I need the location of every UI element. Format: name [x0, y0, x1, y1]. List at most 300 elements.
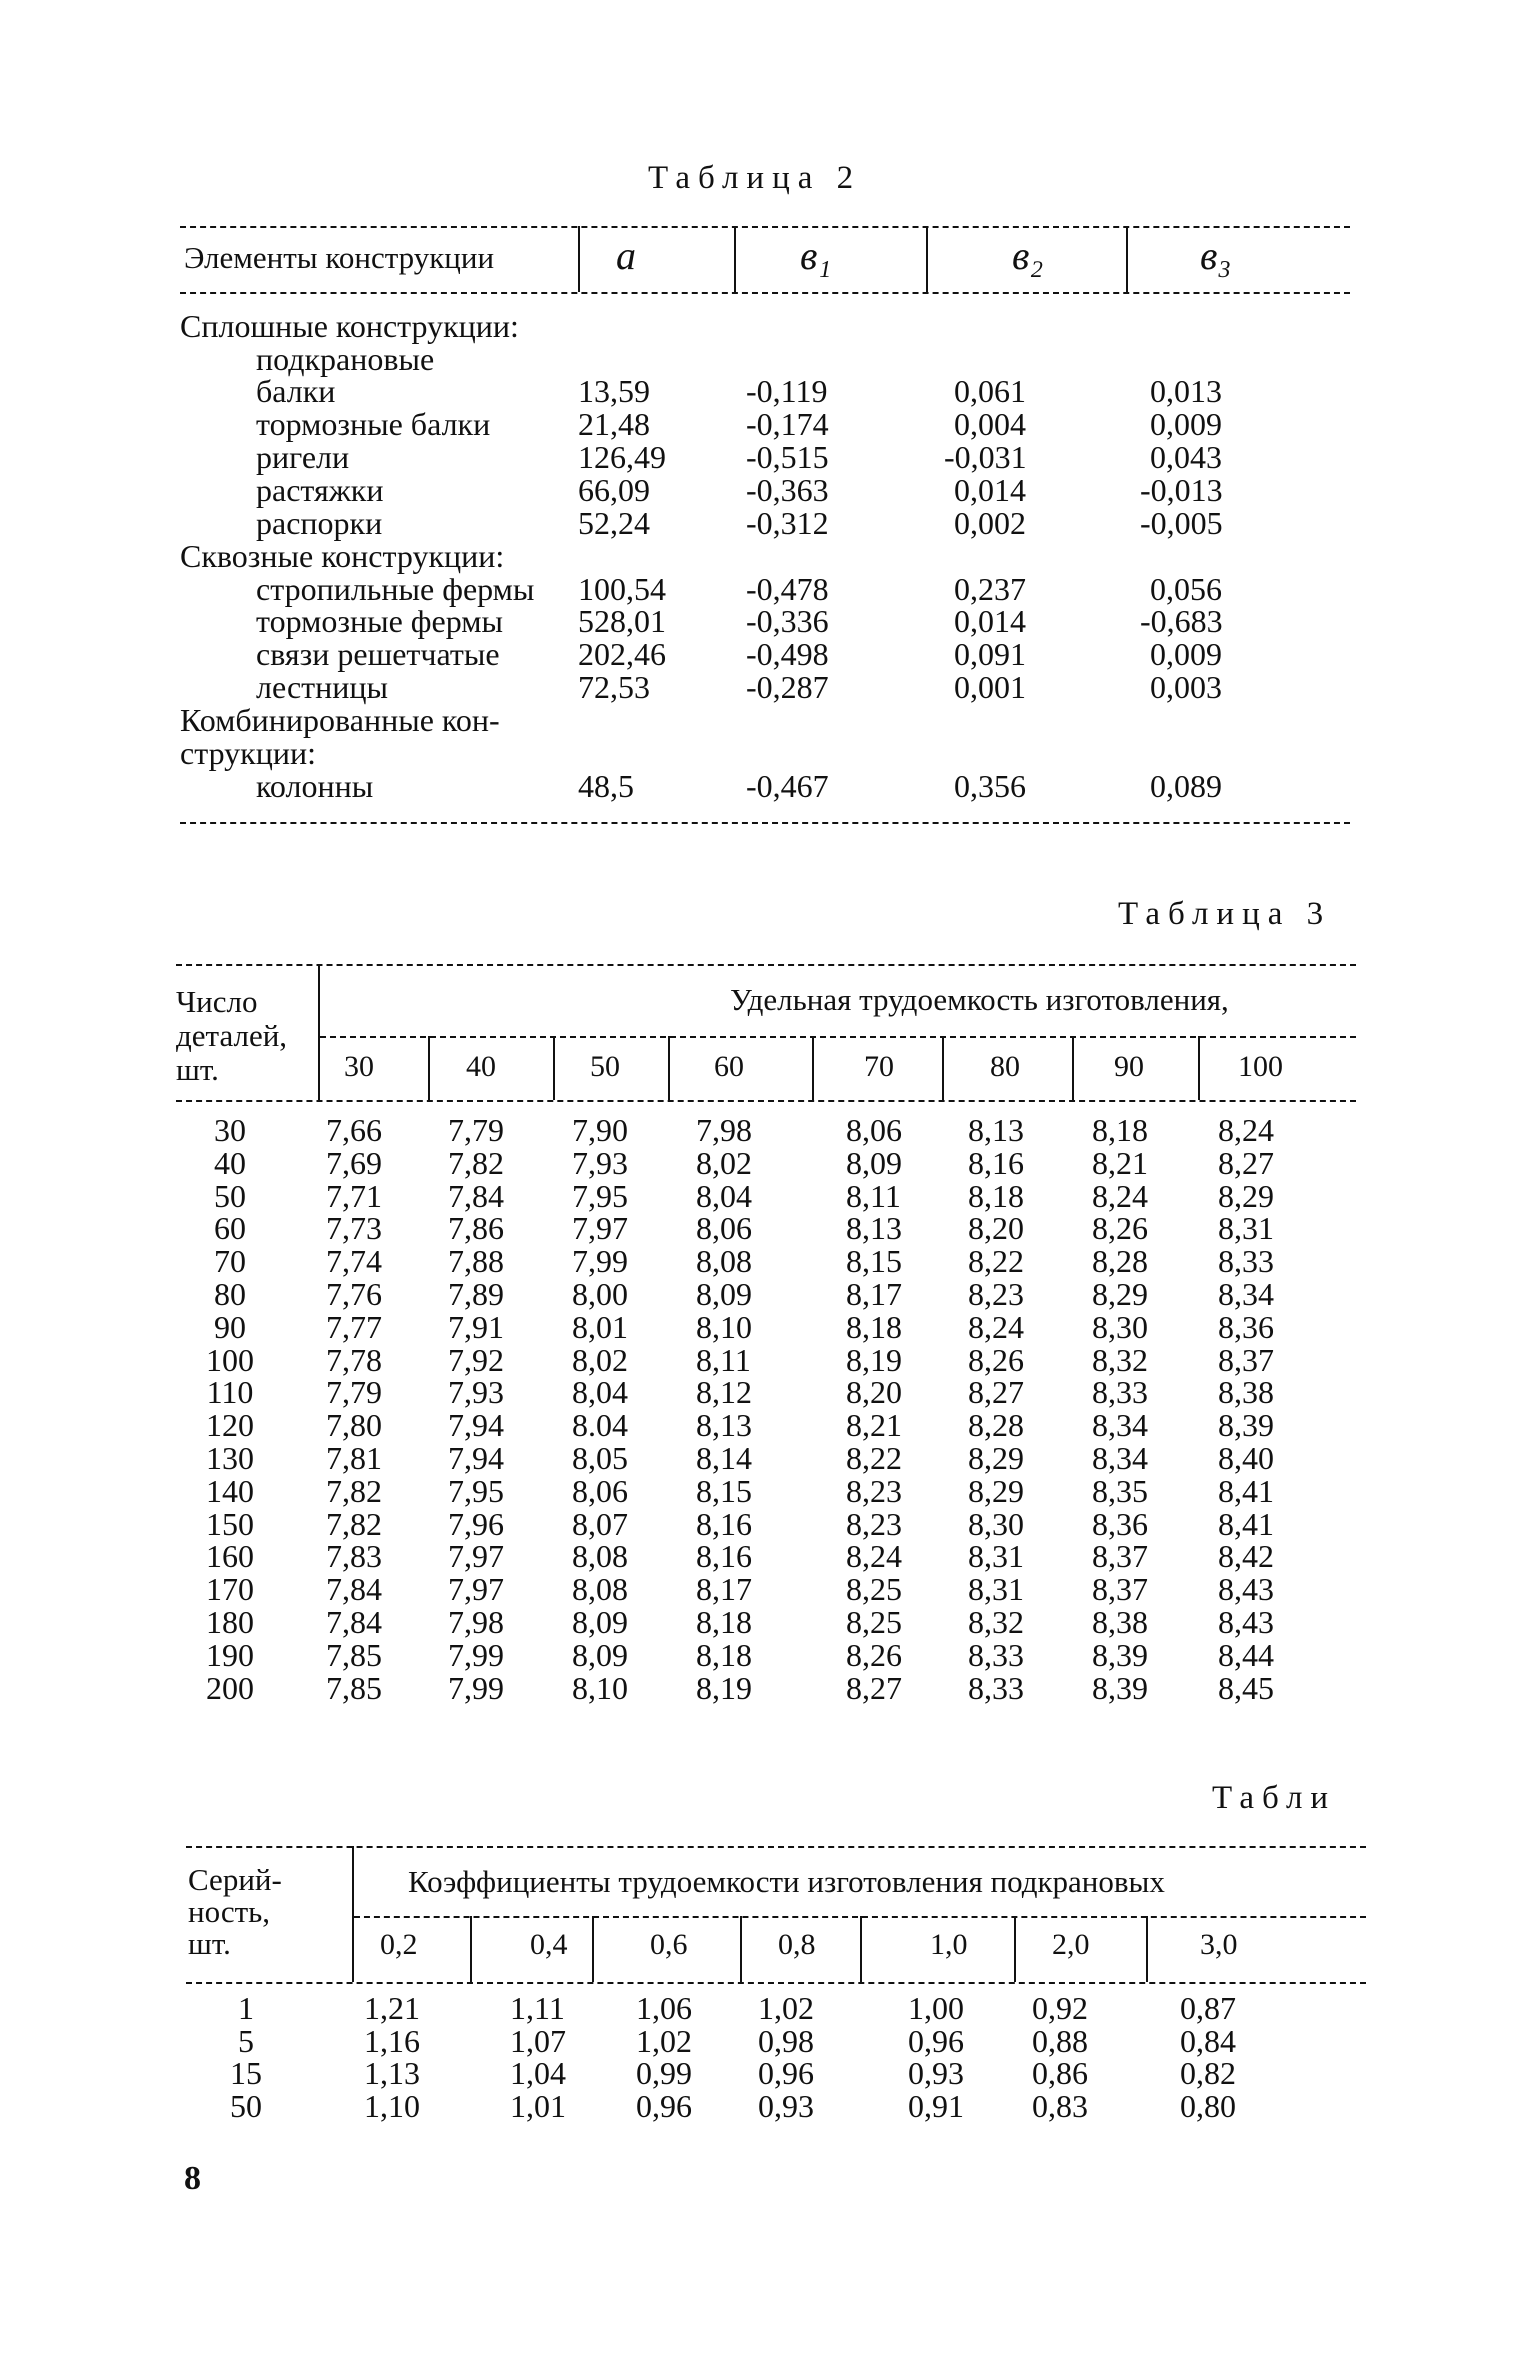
- table2-cell-b1: -0,336: [746, 603, 829, 639]
- table3-cell: 7,85: [326, 1669, 382, 1706]
- table3-cell: 8,04: [696, 1177, 752, 1214]
- table3-row-count: 110: [206, 1374, 254, 1411]
- table3-cell: 8,06: [696, 1210, 752, 1247]
- table3-cell: 7,78: [326, 1341, 382, 1378]
- table4-col-header: 0,2: [380, 1928, 418, 1961]
- table3-cell: 8,16: [968, 1144, 1024, 1181]
- table3-col-divider: [1198, 1036, 1200, 1100]
- table2-group-label: Сплошные конструкции:: [180, 308, 519, 344]
- table4-cell: 0,98: [758, 2022, 814, 2059]
- table3-cell: 8,35: [1092, 1472, 1148, 1509]
- table3-cell: 8,15: [846, 1243, 902, 1280]
- table4-cell: 0,92: [1032, 1990, 1088, 2026]
- table4-row-count: 1: [238, 1990, 254, 2026]
- table3-cell: 8,29: [1092, 1276, 1148, 1312]
- table3-row-count: 200: [206, 1669, 254, 1706]
- table3-row-count: 150: [206, 1505, 254, 1542]
- table4-cell: 0,86: [1032, 2055, 1088, 2091]
- table3-cell: 7,93: [572, 1144, 628, 1181]
- table3-cell: 7,92: [448, 1341, 504, 1378]
- table2-cell-a: 100,54: [578, 571, 666, 607]
- table3-cell: 8,39: [1092, 1669, 1148, 1706]
- table4-col-header: 1,0: [930, 1928, 968, 1961]
- table2-group-label: Комбинированные кон-: [180, 702, 500, 738]
- table3-cell: 7,80: [326, 1407, 382, 1444]
- table3-row-count: 40: [214, 1144, 246, 1181]
- table2-row-label: стропильные фермы: [256, 571, 535, 607]
- table2-cell-b1: -0,174: [746, 406, 829, 442]
- table4-col-group-header: Коэффициенты трудоемкости изготовления подкрановых: [408, 1864, 1165, 1899]
- table3-cell: 8,18: [846, 1308, 902, 1345]
- table3-cell: 7,90: [572, 1112, 628, 1148]
- table4-cell: 0,82: [1180, 2055, 1236, 2091]
- table3-row-count: 140: [206, 1472, 254, 1509]
- table2-header-rule: [180, 292, 1350, 294]
- table2-cell-b2: 0,014: [954, 472, 1026, 508]
- table4-cell: 0,91: [908, 2087, 964, 2124]
- table4-cell: 0,83: [1032, 2087, 1088, 2124]
- table3-cell: 8,11: [696, 1341, 751, 1378]
- table2-row-label: тормозные фермы: [256, 603, 503, 639]
- table2-cell-a: 66,09: [578, 472, 650, 508]
- table3-col-header: 50: [590, 1050, 620, 1083]
- table4-cell: 0,93: [758, 2087, 814, 2124]
- table2-row-label: подкрановые: [256, 341, 435, 377]
- table3-rowhdr-line1: Число: [176, 984, 258, 1019]
- table3-cell: 8,32: [1092, 1341, 1148, 1378]
- table4-col-divider: [1014, 1916, 1016, 1982]
- table3-cell: 7,98: [448, 1604, 504, 1640]
- table3-col-header: 30: [344, 1050, 374, 1083]
- table3-cell: 8,24: [1218, 1112, 1274, 1148]
- table3-col-divider: [668, 1036, 670, 1100]
- table4-cell: 1,04: [510, 2055, 566, 2091]
- table3-cell: 8,45: [1218, 1669, 1274, 1706]
- table3-cell: 8,26: [846, 1636, 902, 1673]
- table2-cell-b3: -0,013: [1140, 472, 1223, 508]
- table3-cell: 8,06: [572, 1472, 628, 1509]
- table3-cell: 8,09: [572, 1604, 628, 1640]
- table2-row-label: лестницы: [256, 669, 389, 705]
- table3-row-count: 190: [206, 1636, 254, 1673]
- table3-col-divider: [428, 1036, 430, 1100]
- table3-row-count: 50: [214, 1177, 246, 1214]
- table4-row-count: 50: [230, 2087, 262, 2124]
- table3-cell: 8,14: [696, 1440, 752, 1476]
- table3-cell: 8,20: [968, 1210, 1024, 1247]
- table2-cell-a: 126,49: [578, 439, 666, 475]
- table2-row-label: распорки: [256, 505, 383, 541]
- table3-cell: 8,18: [1092, 1112, 1148, 1148]
- table3-cell: 8,17: [696, 1571, 752, 1608]
- table3-row-count: 80: [214, 1276, 246, 1312]
- table3-cell: 7,97: [448, 1538, 504, 1575]
- table2-cell-b1: -0,312: [746, 505, 829, 541]
- table2-cell-b2: 0,001: [954, 669, 1026, 705]
- table3-cell: 8,08: [572, 1571, 628, 1608]
- table3-cell: 8,37: [1218, 1341, 1274, 1378]
- table4-cell: 1,00: [908, 1990, 964, 2026]
- table3-rowhdr-line2: деталей,: [176, 1018, 288, 1053]
- table3-cell: 7,77: [326, 1308, 382, 1345]
- table3-cell: 8,10: [696, 1308, 752, 1345]
- table4-cell: 0,87: [1180, 1990, 1236, 2026]
- table2-cell-b3: 0,056: [1150, 571, 1222, 607]
- table2-cell-b1: -0,515: [746, 439, 829, 475]
- table3-cell: 8,44: [1218, 1636, 1274, 1673]
- table3-cell: 7,99: [572, 1243, 628, 1280]
- table3-cell: 7,97: [448, 1571, 504, 1608]
- table2-col-divider: [578, 226, 580, 292]
- table3-cell: 7,88: [448, 1243, 504, 1280]
- table2-cell-b2: 0,237: [954, 571, 1026, 607]
- table4-row-count: 5: [238, 2022, 254, 2059]
- table3-col-divider: [812, 1036, 814, 1100]
- table3-cell: 7,93: [448, 1374, 504, 1411]
- table2-cell-b1: -0,363: [746, 472, 829, 508]
- table3-col-header: 70: [864, 1050, 894, 1083]
- table2-group-label-cont: струкции:: [180, 735, 316, 771]
- table3-cell: 8,41: [1218, 1472, 1274, 1509]
- table3-cell: 7,74: [326, 1243, 382, 1280]
- table4-cell: 0,84: [1180, 2022, 1236, 2059]
- table4-rowhdr-line1: Серий-: [188, 1862, 282, 1897]
- table3-cell: 7,76: [326, 1276, 382, 1312]
- table3-cell: 8,39: [1092, 1636, 1148, 1673]
- table3-cell: 8,16: [696, 1505, 752, 1542]
- table3-cell: 8,31: [968, 1571, 1024, 1608]
- table3-cell: 7,69: [326, 1144, 382, 1181]
- table4-rowhdr-line3: шт.: [188, 1926, 231, 1961]
- table3-cell: 7,85: [326, 1636, 382, 1673]
- table3-cell: 8,28: [1092, 1243, 1148, 1280]
- table3-cell: 8,34: [1092, 1440, 1148, 1476]
- table3-cell: 8,11: [846, 1177, 901, 1214]
- table3-cell: 8,18: [696, 1636, 752, 1673]
- table3-cell: 8,09: [846, 1144, 902, 1181]
- table3-cell: 8,17: [846, 1276, 902, 1312]
- table2-cell-b3: 0,009: [1150, 406, 1222, 442]
- table3-cell: 8,28: [968, 1407, 1024, 1444]
- table3-row-count: 170: [206, 1571, 254, 1608]
- table3-cell: 7,94: [448, 1440, 504, 1476]
- table4-cell: 1,01: [510, 2087, 566, 2124]
- table2-row-label: связи решетчатые: [256, 636, 500, 672]
- table3-cell: 8,43: [1218, 1604, 1274, 1640]
- table3-cell: 8,23: [846, 1472, 902, 1509]
- table3-cell: 8,23: [968, 1276, 1024, 1312]
- table2-cell-b1: -0,498: [746, 636, 829, 672]
- table3-cell: 8,08: [572, 1538, 628, 1575]
- table4-cell: 0,96: [758, 2055, 814, 2091]
- table3-cell: 7,82: [326, 1505, 382, 1542]
- table2-header-b1: в₁: [800, 233, 832, 278]
- table3-cell: 8,36: [1092, 1505, 1148, 1542]
- table2-cell-b1: -0,119: [746, 373, 828, 409]
- table3-cell: 7,86: [448, 1210, 504, 1247]
- table3-cell: 8,19: [846, 1341, 902, 1378]
- table3-cell: 8,40: [1218, 1440, 1274, 1476]
- table3-row-count: 130: [206, 1440, 254, 1476]
- table4-title: Табли: [1212, 1780, 1337, 1816]
- table4-header-rule: [186, 1982, 1366, 1984]
- table3-cell: 7,95: [448, 1472, 504, 1509]
- table3-cell: 7,81: [326, 1440, 382, 1476]
- table4-cell: 0,96: [636, 2087, 692, 2124]
- table3-cell: 8,23: [846, 1505, 902, 1542]
- table3-col-header: 80: [990, 1050, 1020, 1083]
- table3-cell: 7,82: [326, 1472, 382, 1509]
- table3-cell: 7,97: [572, 1210, 628, 1247]
- table3-cell: 8,32: [968, 1604, 1024, 1640]
- table4-rowhdr-line2: ность,: [188, 1894, 271, 1929]
- table2-top-rule: [180, 226, 1350, 228]
- table3-col-divider: [553, 1036, 555, 1100]
- table4-col-divider: [740, 1916, 742, 1982]
- table3-cell: 8,05: [572, 1440, 628, 1476]
- table2-row-label: тормозные балки: [256, 406, 491, 442]
- table4-cell: 0,93: [908, 2055, 964, 2091]
- table3-cell: 8,06: [846, 1112, 902, 1148]
- table2-cell-b2: 0,091: [954, 636, 1026, 672]
- table3-col-header: 60: [714, 1050, 744, 1083]
- table2-cell-b2: 0,004: [954, 406, 1026, 442]
- table3-cell: 7,79: [326, 1374, 382, 1411]
- table3-cell: 7,96: [448, 1505, 504, 1542]
- table3-cell: 7,84: [448, 1177, 504, 1214]
- table3-subheader-rule: [320, 1036, 1356, 1038]
- table2-cell-b3: 0,089: [1150, 768, 1222, 804]
- table3-cell: 8,20: [846, 1374, 902, 1411]
- table3-cell: 8,01: [572, 1308, 628, 1345]
- table3-cell: 8,42: [1218, 1538, 1274, 1575]
- table2-header-elements: Элементы конструкции: [184, 240, 495, 275]
- table4-cell: 1,02: [636, 2022, 692, 2059]
- table3-cell: 8,33: [1092, 1374, 1148, 1411]
- table3-cell: 8,27: [1218, 1144, 1274, 1181]
- table3-stub-divider: [318, 964, 320, 1100]
- table3-row-count: 60: [214, 1210, 246, 1247]
- table2-row-label: балки: [256, 373, 336, 409]
- table3-cell: 8,02: [696, 1144, 752, 1181]
- table2-title: Таблица 2: [648, 160, 862, 196]
- table4-cell: 1,13: [364, 2055, 420, 2091]
- table2-cell-a: 52,24: [578, 505, 650, 541]
- table3-cell: 7,91: [448, 1308, 504, 1345]
- table3-row-count: 120: [206, 1407, 254, 1444]
- table2-cell-b3: 0,043: [1150, 439, 1222, 475]
- table4-cell: 1,11: [510, 1990, 565, 2026]
- table3-cell: 8,37: [1092, 1538, 1148, 1575]
- table3-title: Таблица 3: [1118, 896, 1332, 932]
- table2-cell-b1: -0,478: [746, 571, 829, 607]
- table3-cell: 8,13: [846, 1210, 902, 1247]
- table3-cell: 8,24: [1092, 1177, 1148, 1214]
- table3-cell: 8.04: [572, 1407, 628, 1444]
- table3-cell: 8,18: [696, 1604, 752, 1640]
- table2-header-b2: в₂: [1012, 233, 1044, 278]
- table2-cell-b2: 0,014: [954, 603, 1026, 639]
- table3-cell: 8,30: [1092, 1308, 1148, 1345]
- table3-cell: 8,09: [696, 1276, 752, 1312]
- table4-stub-divider: [352, 1846, 354, 1982]
- table3-cell: 8,26: [968, 1341, 1024, 1378]
- table2-header-b3: в₃: [1200, 233, 1232, 278]
- table3-cell: 8,29: [1218, 1177, 1274, 1214]
- table2-cell-a: 72,53: [578, 669, 650, 705]
- table3-cell: 8,26: [1092, 1210, 1148, 1247]
- table3-row-count: 70: [214, 1243, 246, 1280]
- table3-cell: 7,98: [696, 1112, 752, 1148]
- table3-cell: 8,39: [1218, 1407, 1274, 1444]
- table2-cell-a: 21,48: [578, 406, 650, 442]
- table3-header-rule: [176, 1100, 1356, 1102]
- table3-cell: 8,38: [1218, 1374, 1274, 1411]
- table4-col-header: 0,4: [530, 1928, 568, 1961]
- table3-cell: 8,21: [846, 1407, 902, 1444]
- table3-cell: 8,27: [846, 1669, 902, 1706]
- table3-cell: 8,38: [1092, 1604, 1148, 1640]
- table3-col-group-header: Удельная трудоемкость изготовления,: [730, 982, 1229, 1017]
- table3-cell: 7,66: [326, 1112, 382, 1148]
- table3-cell: 8,27: [968, 1374, 1024, 1411]
- table3-cell: 7,99: [448, 1636, 504, 1673]
- table3-cell: 8,25: [846, 1604, 902, 1640]
- table3-cell: 8,30: [968, 1505, 1024, 1542]
- page-number: 8: [184, 2160, 201, 2197]
- table3-row-count: 90: [214, 1308, 246, 1345]
- table2-row-label: колонны: [256, 768, 374, 804]
- table3-cell: 8,24: [968, 1308, 1024, 1345]
- table3-cell: 8,34: [1092, 1407, 1148, 1444]
- table3-top-rule: [176, 964, 1356, 966]
- table3-cell: 7,73: [326, 1210, 382, 1247]
- table3-cell: 8,10: [572, 1669, 628, 1706]
- table2-header-a: a: [616, 233, 636, 278]
- table3-cell: 8,15: [696, 1472, 752, 1509]
- table2-col-divider: [734, 226, 736, 292]
- table3-cell: 8,41: [1218, 1505, 1274, 1542]
- table4-cell: 0,88: [1032, 2022, 1088, 2059]
- table4-cell: 1,06: [636, 1990, 692, 2026]
- table3-cell: 7,79: [448, 1112, 504, 1148]
- table4-cell: 1,02: [758, 1990, 814, 2026]
- table2-cell-b1: -0,287: [746, 669, 829, 705]
- table4-cell: 0,80: [1180, 2087, 1236, 2124]
- table3-cell: 8,29: [968, 1472, 1024, 1509]
- table2-col-divider: [926, 226, 928, 292]
- table4-col-divider: [470, 1916, 472, 1982]
- table3-cell: 7,89: [448, 1276, 504, 1312]
- table2-cell-b1: -0,467: [746, 768, 829, 804]
- table4-col-header: 0,6: [650, 1928, 688, 1961]
- table4-col-divider: [1146, 1916, 1148, 1982]
- table3-cell: 8,07: [572, 1505, 628, 1542]
- table2-cell-b2: 0,002: [954, 505, 1026, 541]
- table3-cell: 8,29: [968, 1440, 1024, 1476]
- table3-cell: 8,13: [696, 1407, 752, 1444]
- table3-cell: 8,16: [696, 1538, 752, 1575]
- table2-cell-a: 528,01: [578, 603, 666, 639]
- table3-cell: 8,02: [572, 1341, 628, 1378]
- table2-cell-a: 13,59: [578, 373, 650, 409]
- table3-cell: 7,99: [448, 1669, 504, 1706]
- table4-cell: 0,99: [636, 2055, 692, 2091]
- table2-row-label: ригели: [256, 439, 350, 475]
- table2-cell-b3: -0,683: [1140, 603, 1223, 639]
- table3-cell: 8,43: [1218, 1571, 1274, 1608]
- table2-group-label: Сквозные конструкции:: [180, 538, 505, 574]
- table3-cell: 8,37: [1092, 1571, 1148, 1608]
- table3-cell: 8,18: [968, 1177, 1024, 1214]
- table3-row-count: 160: [206, 1538, 254, 1575]
- table4-cell: 1,10: [364, 2087, 420, 2124]
- table4-cell: 1,07: [510, 2022, 566, 2059]
- table3-cell: 8,13: [968, 1112, 1024, 1148]
- table3-cell: 7,82: [448, 1144, 504, 1181]
- table3-col-divider: [942, 1036, 944, 1100]
- table4-row-count: 15: [230, 2055, 262, 2091]
- table4-col-header: 3,0: [1200, 1928, 1238, 1961]
- table4-cell: 1,21: [364, 1990, 420, 2026]
- table2-cell-b3: 0,003: [1150, 669, 1222, 705]
- table3-cell: 7,95: [572, 1177, 628, 1214]
- table3-cell: 7,84: [326, 1571, 382, 1608]
- table3-cell: 8,22: [968, 1243, 1024, 1280]
- table4-col-divider: [860, 1916, 862, 1982]
- table2-cell-b2: 0,356: [954, 768, 1026, 804]
- table2-cell-b3: 0,009: [1150, 636, 1222, 672]
- table3-row-count: 30: [214, 1112, 246, 1148]
- table4-col-header: 0,8: [778, 1928, 816, 1961]
- table2-cell-b2: -0,031: [944, 439, 1027, 475]
- table3-cell: 8,24: [846, 1538, 902, 1575]
- table3-col-divider: [1072, 1036, 1074, 1100]
- table3-row-count: 100: [206, 1341, 254, 1378]
- table3-cell: 8,33: [1218, 1243, 1274, 1280]
- table3-cell: 8,09: [572, 1636, 628, 1673]
- table3-cell: 8,04: [572, 1374, 628, 1411]
- table2-row-label: растяжки: [256, 472, 384, 508]
- table3-cell: 8,33: [968, 1669, 1024, 1706]
- table4-col-header: 2,0: [1052, 1928, 1090, 1961]
- table4-cell: 0,96: [908, 2022, 964, 2059]
- table3-cell: 8,08: [696, 1243, 752, 1280]
- table2-cell-a: 202,46: [578, 636, 666, 672]
- table2-cell-b2: 0,061: [954, 373, 1026, 409]
- table2-cell-b3: -0,005: [1140, 505, 1223, 541]
- table3-cell: 7,83: [326, 1538, 382, 1575]
- table3-rowhdr-line3: шт.: [176, 1052, 219, 1087]
- table3-cell: 8,21: [1092, 1144, 1148, 1181]
- table3-cell: 8,36: [1218, 1308, 1274, 1345]
- table2-bottom-rule: [180, 822, 1350, 824]
- table3-col-header: 40: [466, 1050, 496, 1083]
- table3-cell: 8,34: [1218, 1276, 1274, 1312]
- table3-cell: 8,31: [968, 1538, 1024, 1575]
- table3-cell: 7,84: [326, 1604, 382, 1640]
- table3-cell: 8,12: [696, 1374, 752, 1411]
- table4-cell: 1,16: [364, 2022, 420, 2059]
- table3-cell: 8,33: [968, 1636, 1024, 1673]
- table3-cell: 8,00: [572, 1276, 628, 1312]
- table3-cell: 7,71: [326, 1177, 382, 1214]
- table3-col-header: 90: [1114, 1050, 1144, 1083]
- table2-cell-a: 48,5: [578, 768, 634, 804]
- table4-top-rule: [186, 1846, 1366, 1848]
- table4-col-divider: [592, 1916, 594, 1982]
- table3-cell: 8,25: [846, 1571, 902, 1608]
